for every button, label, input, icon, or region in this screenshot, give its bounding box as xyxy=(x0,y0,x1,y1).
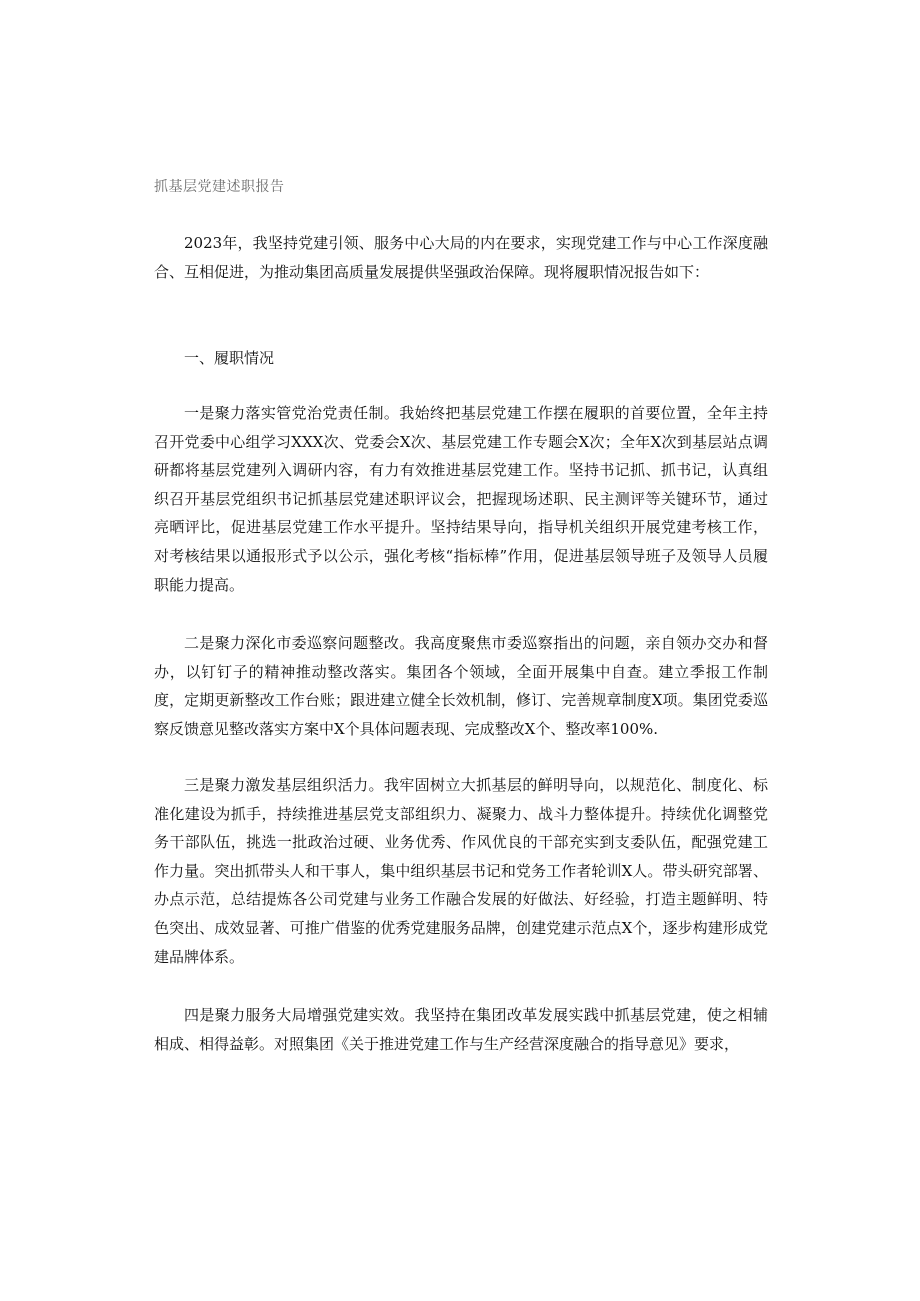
document-title: 抓基层党建述职报告 xyxy=(154,179,285,195)
body-paragraph-3: 三是聚力激发基层组织活力。我牢固树立大抓基层的鲜明导向，以规范化、制度化、标准化建设为抓手，持续推进基层党支部组织力、凝聚力、战斗力整体提升。持续优化调整党务干部队伍，挑选一批政治过硬、业务优秀、作风优良的干部充实到支委队伍，配强党建工作力量。突出抓带头人和干事人，集中组织基层书记和党务工作者轮训X人。带头研究部署、办点示范，总结提炼各公司党建与业务工作融合发展的好做法、好经验，打造主题鲜明、特色突出、成效显著、可推广借鉴的优秀党建服务品牌，创建党建示范点X个，逐步构建形成党建品牌体系。 xyxy=(154,776,768,966)
body-paragraph-1: 一是聚力落实管党治党责任制。我始终把基层党建工作摆在履职的首要位置，全年主持召开党委中心组学习XXX次、党委会X次、基层党建工作专题会X次；全年X次到基层站点调研都将基层党建列入调研内容，有力有效推进基层党建工作。坚持书记抓、抓书记，认真组织召开基层党组织书记抓基层党建述职评议会，把握现场述职、民主测评等关键环节，通过亮晒评比，促进基层党建工作水平提升。坚持结果导向，指导机关组织开展党建考核工作，对考核结果以通报形式予以公示，强化考核“指标棒”作用，促进基层领导班子及领导人员履职能力提高。 xyxy=(154,404,768,594)
intro-paragraph: 2023年，我坚持党建引领、服务中心大局的内在要求，实现党建工作与中心工作深度融合、互相促进，为推动集团高质量发展提供坚强政治保障。现将履职情况报告如下： xyxy=(154,234,768,281)
section-heading: 一、履职情况 xyxy=(184,349,275,367)
body-paragraph-2: 二是聚力深化市委巡察问题整改。我高度聚焦市委巡察指出的问题，亲自领办交办和督办，以钉钉子的精神推动整改落实。集团各个领域，全面开展集中自查。建立季报工作制度，定期更新整改工作台账；跟进建立健全长效机制，修订、完善规章制度X项。集团党委巡察反馈意见整改落实方案中X个具体问题表现、完成整改X个、整改率100%. xyxy=(154,634,768,738)
body-paragraph-4: 四是聚力服务大局增强党建实效。我坚持在集团改革发展实践中抓基层党建，使之相辅相成、相得益彰。对照集团《关于推进党建工作与生产经营深度融合的指导意见》要求， xyxy=(154,1006,768,1053)
